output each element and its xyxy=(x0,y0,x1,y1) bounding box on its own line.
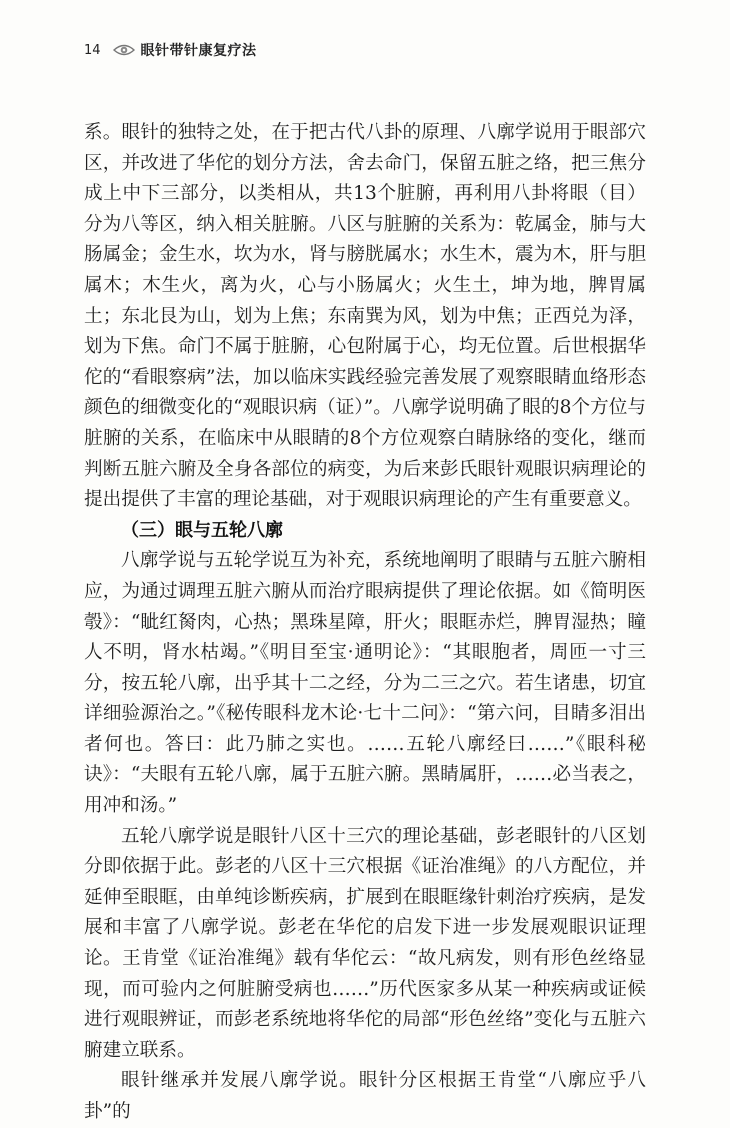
paragraph: 八廓学说与五轮学说互为补充，系统地阐明了眼睛与五脏六腑相应，为通过调理五脏六腑从而治疗眼病提供了理论依据。如《简明医彀》：“眦红胬肉，心热；黑珠星障，肝火；眼眶赤烂，脾胃湿热；瞳人不明，肾水枯竭。”《明目至宝·通明论》：“其眼胞者，周匝一寸三分，按五轮八廓，出乎其十二之经，分为二三之穴。若生诸患，切宜详细验源治之。”《秘传眼科龙木论·七十二问》：“第六问，目睛多泪出者何也。答曰：此乃肺之实也。……五轮八廓经曰……”《眼科秘诀》：“夫眼有五轮八廓，属于五脏六腑。黑睛属肝，……必当表之，用冲和汤。” xyxy=(84,550,646,817)
paragraph: 眼针继承并发展八廓学说。眼针分区根据王肯堂“八廓应乎八卦”的 xyxy=(84,1070,646,1122)
section-heading: （三）眼与五轮八廓 xyxy=(121,519,283,541)
page-number: 14 xyxy=(84,42,101,58)
eye-icon xyxy=(113,43,135,57)
paragraph: 五轮八廓学说是眼针八区十三穴的理论基础，彭老眼针的八区划分即依据于此。彭老的八区十三穴根据《证治准绳》的八方配位，并延伸至眼眶，由单纯诊断疾病，扩展到在眼眶缘针刺治疗疾病，是发展和丰富了八廓学说。彭老在华佗的启发下进一步发展观眼识证理论。王肯堂《证治准绳》载有华佗云：“故凡病发，则有形色丝络显现，而可验内之何脏腑受病也……”历代医家多从某一种疾病或证候进行观眼辨证，而彭老系统地将华佗的局部“形色丝络”变化与五脏六腑建立联系。 xyxy=(84,825,646,1061)
page-header xyxy=(84,40,257,60)
page-body xyxy=(84,118,646,1128)
book-title: 眼针带针康复疗法 xyxy=(140,43,257,59)
paragraph: 系。眼针的独特之处，在于把古代八卦的原理、八廓学说用于眼部穴区，并改进了华佗的划分方法，舍去命门，保留五脏之络，把三焦分成上中下三部分，以类相从，共13个脏腑，再利用八卦将眼（目）分为八等区，纳入相关脏腑。八区与脏腑的关系为：乾属金，肺与大肠属金；金生水，坎为水，肾与膀胱属水；水生木，震为木，肝与胆属木；木生火，离为火，心与小肠属火；火生土，坤为地，脾胃属土；东北艮为山，划为上焦；东南巽为风，划为中焦；正西兑为泽，划为下焦。命门不属于脏腑，心包附属于心，均无位置。后世根据华佗的“看眼察病”法，加以临床实践经验完善发展了观察眼睛血络形态颜色的细微变化的“观眼识病（证）”。八廓学说明确了眼的8个方位与脏腑的关系，在临床中从眼睛的8个方位观察白睛脉络的变化，继而判断五脏六腑及全身各部位的病变，为后来彭氏眼针观眼识病理论的提出提供了丰富的理论基础，对于观眼识病理论的产生有重要意义。 xyxy=(84,122,646,511)
